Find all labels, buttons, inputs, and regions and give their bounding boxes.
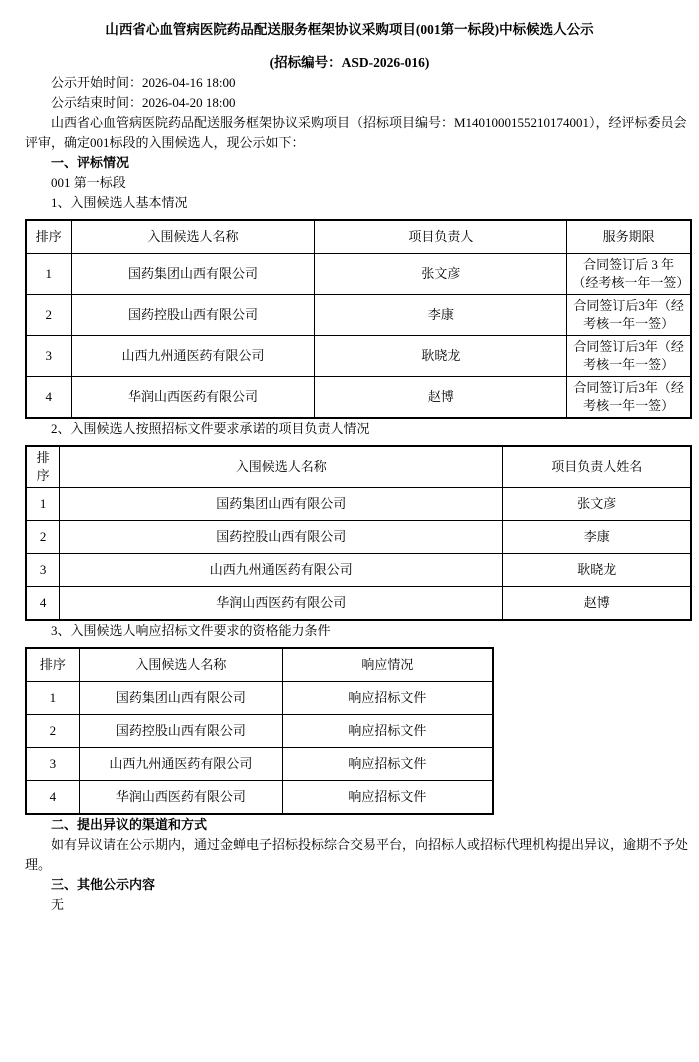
- table-cell: 响应招标文件: [282, 715, 492, 748]
- table-qualification-response: [25, 647, 494, 815]
- table-row: [26, 781, 493, 815]
- table-header-cell: 排序: [26, 648, 79, 682]
- table-cell: 合同签订后3年（经考核一年一签）: [567, 295, 691, 336]
- table-cell: 华润山西医药有限公司: [79, 781, 282, 815]
- table-cell: 李康: [315, 295, 567, 336]
- table-header-row: [26, 648, 493, 682]
- table-row: [26, 254, 691, 295]
- table-cell: 1: [26, 254, 71, 295]
- table-header-cell: 入围候选人名称: [71, 220, 315, 254]
- table-cell: 华润山西医药有限公司: [71, 377, 315, 419]
- sub-basic-heading: 1、入围候选人基本情况: [51, 195, 188, 210]
- table-cell: 国药控股山西有限公司: [71, 295, 315, 336]
- table-header-cell: 项目负责人姓名: [503, 446, 691, 488]
- table-cell: 2: [26, 521, 60, 554]
- table-cell: 国药控股山西有限公司: [60, 521, 503, 554]
- table-row: [26, 554, 691, 587]
- intro-paragraph: 山西省心血管病医院药品配送服务框架协议采购项目（招标项目编号：M1401000155210174001），经评标委员会评审，确定001标段的入围候选人，现公示如下：: [25, 115, 687, 150]
- table-cell: 4: [26, 781, 79, 815]
- section-objection-heading: 二、提出异议的渠道和方式: [51, 817, 208, 832]
- table-cell: 张文彦: [315, 254, 567, 295]
- table-cell: 赵博: [503, 587, 691, 621]
- table-cell: 2: [26, 295, 71, 336]
- table-cell: 国药集团山西有限公司: [71, 254, 315, 295]
- table-cell: 山西九州通医药有限公司: [79, 748, 282, 781]
- table-cell: 山西九州通医药有限公司: [60, 554, 503, 587]
- publicity-end-line: [25, 93, 692, 113]
- table-cell: 响应招标文件: [282, 748, 492, 781]
- table-project-leaders: [25, 445, 692, 621]
- section-other-body: 无: [51, 897, 65, 912]
- notice-document: [0, 20, 699, 915]
- table-cell: 国药集团山西有限公司: [60, 488, 503, 521]
- table-cell: 3: [26, 336, 71, 377]
- table-header-cell: 排序: [26, 220, 71, 254]
- table-cell: 华润山西医药有限公司: [60, 587, 503, 621]
- table-row: [26, 336, 691, 377]
- section-other-heading: 三、其他公示内容: [51, 877, 156, 892]
- table-row: [26, 682, 493, 715]
- table-cell: 国药控股山西有限公司: [79, 715, 282, 748]
- table-cell: 国药集团山西有限公司: [79, 682, 282, 715]
- table-row: [26, 295, 691, 336]
- table-cell: 李康: [503, 521, 691, 554]
- table-row: [26, 488, 691, 521]
- document-body: [0, 73, 699, 915]
- table-row: [26, 587, 691, 621]
- table-header-row: [26, 446, 691, 488]
- publicity-start-line: [25, 73, 692, 93]
- table-header-cell: 项目负责人: [315, 220, 567, 254]
- table-cell: 4: [26, 377, 71, 419]
- table-cell: 响应招标文件: [282, 781, 492, 815]
- sub-leader-heading: 2、入围候选人按照招标文件要求承诺的项目负责人情况: [51, 421, 370, 436]
- table-row: [26, 715, 493, 748]
- bid-number-line: (招标编号：ASD-2026-016): [269, 55, 430, 70]
- table-cell: 耿晓龙: [503, 554, 691, 587]
- table-header-cell: 排序: [26, 446, 60, 488]
- publicity-start-label: 公示开始时间：: [51, 75, 143, 90]
- table-header-cell: 服务期限: [567, 220, 691, 254]
- table-cell: 赵博: [315, 377, 567, 419]
- table-cell: 1: [26, 682, 79, 715]
- publicity-end-label: 公示结束时间：: [51, 95, 143, 110]
- table-cell: 2: [26, 715, 79, 748]
- sub-qualification-heading: 3、入围候选人响应招标文件要求的资格能力条件: [51, 623, 331, 638]
- table-cell: 3: [26, 554, 60, 587]
- table-cell: 耿晓龙: [315, 336, 567, 377]
- publicity-start-value: 2026-04-16 18:00: [142, 75, 236, 90]
- table-row: [26, 377, 691, 419]
- table-cell: 3: [26, 748, 79, 781]
- section-eval-heading: 一、评标情况: [51, 155, 130, 170]
- lot-label: 001 第一标段: [51, 175, 126, 190]
- publicity-end-value: 2026-04-20 18:00: [142, 95, 236, 110]
- table-cell: 山西九州通医药有限公司: [71, 336, 315, 377]
- page-title: 山西省心血管病医院药品配送服务框架协议采购项目(001第一标段)中标候选人公示: [105, 22, 594, 37]
- table-header-cell: 响应情况: [282, 648, 492, 682]
- table-row: [26, 521, 691, 554]
- table-header-cell: 入围候选人名称: [79, 648, 282, 682]
- table-cell: 1: [26, 488, 60, 521]
- table-cell: 合同签订后3年（经考核一年一签）: [567, 377, 691, 419]
- table-cell: 4: [26, 587, 60, 621]
- table-row: [26, 748, 493, 781]
- table-basic-candidates: [25, 219, 692, 419]
- table-cell: 响应招标文件: [282, 682, 492, 715]
- table-header-row: [26, 220, 691, 254]
- table-header-cell: 入围候选人名称: [60, 446, 503, 488]
- table-cell: 合同签订后 3 年（经考核一年一签）: [567, 254, 691, 295]
- table-cell: 合同签订后3年（经考核一年一签）: [567, 336, 691, 377]
- table-cell: 张文彦: [503, 488, 691, 521]
- section-objection-body: 如有异议请在公示期内，通过金蝉电子招标投标综合交易平台，向招标人或招标代理机构提出异议，逾期不予处理。: [25, 837, 689, 872]
